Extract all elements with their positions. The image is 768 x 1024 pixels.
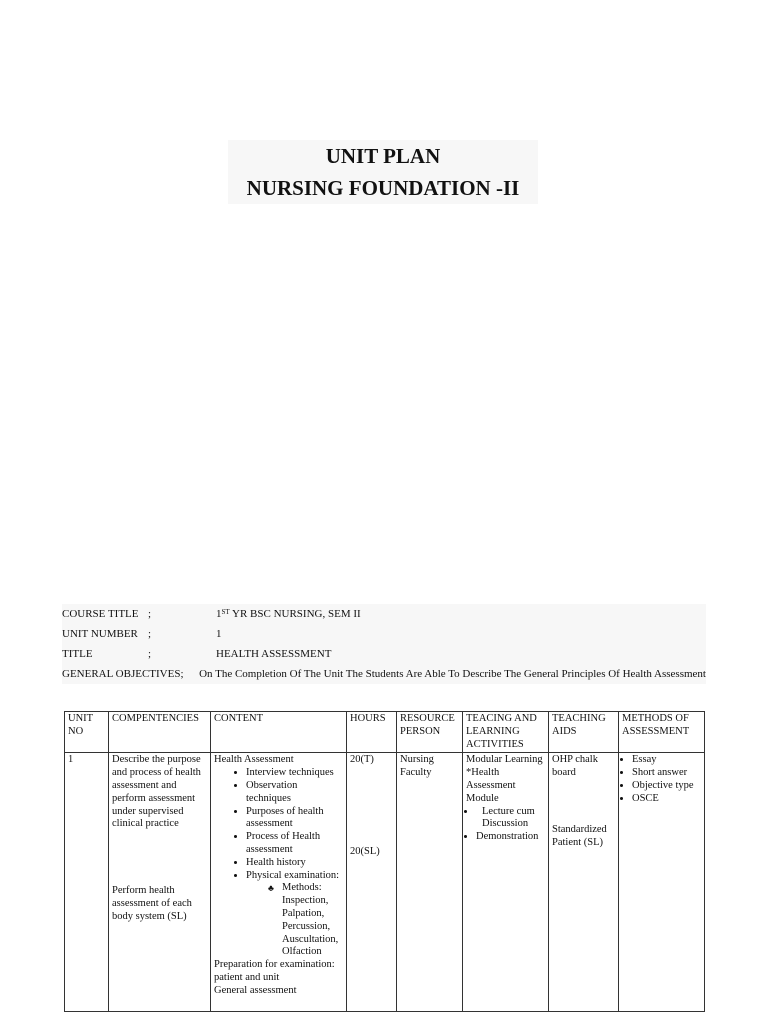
list-item: • Objective type: [632, 780, 701, 793]
methods-sublist: [214, 882, 343, 959]
unit-number-value: 1: [216, 628, 222, 640]
cell-methods: [619, 753, 705, 1012]
document-title: UNIT PLAN: [325, 144, 441, 168]
header-methods: METHODS OF ASSESSMENT: [619, 712, 705, 753]
table-row: [65, 753, 705, 1012]
cell-competencies: [109, 753, 211, 1012]
header-unit-no: UNIT NO: [65, 712, 109, 753]
course-year-suffix: ST: [221, 608, 230, 616]
content-preparation: Preparation for examination: patient and unit: [214, 959, 335, 983]
aid-text: OHP chalk board: [552, 754, 598, 779]
course-title-separator: ;: [148, 608, 152, 620]
content-general: General assessment: [214, 984, 297, 996]
activity-list: [466, 806, 545, 844]
cell-content: [211, 753, 347, 1012]
cell-unit-no: 1: [65, 753, 109, 1012]
cell-activities: [463, 753, 549, 1012]
competency-text: Describe the purpose and process of health assessment and perform assessment under supervised clinical practice: [112, 754, 201, 830]
course-info: [62, 604, 706, 684]
unit-plan-table: [64, 711, 705, 1012]
activity-text: Modular Learning: [466, 754, 543, 766]
method-item: Percussion,: [282, 920, 331, 932]
method-item: Palpation,: [282, 907, 325, 919]
hours-skill-lab: 20(SL): [350, 846, 380, 858]
method-item: Auscultation,: [282, 933, 339, 945]
cell-hours: [347, 753, 397, 1012]
header-content: CONTENT: [211, 712, 347, 753]
objectives-value: On The Completion Of The Unit The Students Are Able To Describe The General Principles Of Health Assessment: [199, 668, 706, 680]
list-item: • OSCE: [632, 793, 701, 806]
course-title-value: [216, 604, 706, 624]
title-label: TITLE: [62, 648, 93, 660]
list-item: • Health history: [246, 857, 343, 870]
list-item: • Process of Health assessment: [246, 831, 343, 857]
content-heading: Health Assessment: [214, 754, 294, 766]
list-item: • Observation techniques: [246, 780, 343, 806]
document-subtitle: NURSING FOUNDATION -II: [246, 176, 520, 200]
list-item: • Interview techniques: [246, 767, 343, 780]
hours-theory: 20(T): [350, 754, 374, 766]
unit-number-separator: ;: [148, 628, 152, 640]
document-title-block: [228, 140, 538, 204]
method-item: Olfaction: [282, 946, 322, 958]
assessment-methods-list: [622, 754, 701, 805]
method-item: Inspection,: [282, 895, 329, 907]
unit-number-row: [62, 624, 706, 644]
unit-number-label: UNIT NUMBER: [62, 628, 138, 640]
list-item: • Physical examination:: [246, 870, 343, 883]
list-item: • Purposes of health assessment: [246, 806, 343, 832]
title-row: [62, 644, 706, 664]
list-item: • Short answer: [632, 767, 701, 780]
course-title-label: COURSE TITLE: [62, 608, 139, 620]
list-item: • Essay: [632, 754, 701, 767]
list-item: • Demonstration: [476, 831, 545, 844]
competency-text: Perform health assessment of each body system (SL): [112, 885, 192, 922]
course-year-number: 1: [216, 608, 222, 620]
content-list: [214, 767, 343, 882]
activity-text: *Health Assessment Module: [466, 767, 516, 804]
header-hours: HOURS: [347, 712, 397, 753]
title-value: HEALTH ASSESSMENT: [216, 648, 332, 660]
course-title-row: [62, 604, 706, 624]
header-teaching-aids: TEACHING AIDS: [549, 712, 619, 753]
methods-label: Methods:: [282, 882, 322, 894]
objectives-label: GENERAL OBJECTIVES;: [62, 668, 184, 680]
objectives-row: [62, 664, 706, 684]
list-item: [282, 882, 343, 959]
cell-resource-person: Nursing Faculty: [397, 753, 463, 1012]
header-competencies: COMPENTENCIES: [109, 712, 211, 753]
table-header-row: [65, 712, 705, 753]
aid-text: Standardized Patient (SL): [552, 823, 607, 848]
cell-teaching-aids: [549, 753, 619, 1012]
header-resource-person: RESOURCE PERSON: [397, 712, 463, 753]
course-title-text: YR BSC NURSING, SEM II: [229, 608, 361, 620]
header-activities: TEACING AND LEARNING ACTIVITIES: [463, 712, 549, 753]
title-separator: ;: [148, 648, 152, 660]
list-item: • Lecture cum Discussion: [476, 806, 545, 832]
